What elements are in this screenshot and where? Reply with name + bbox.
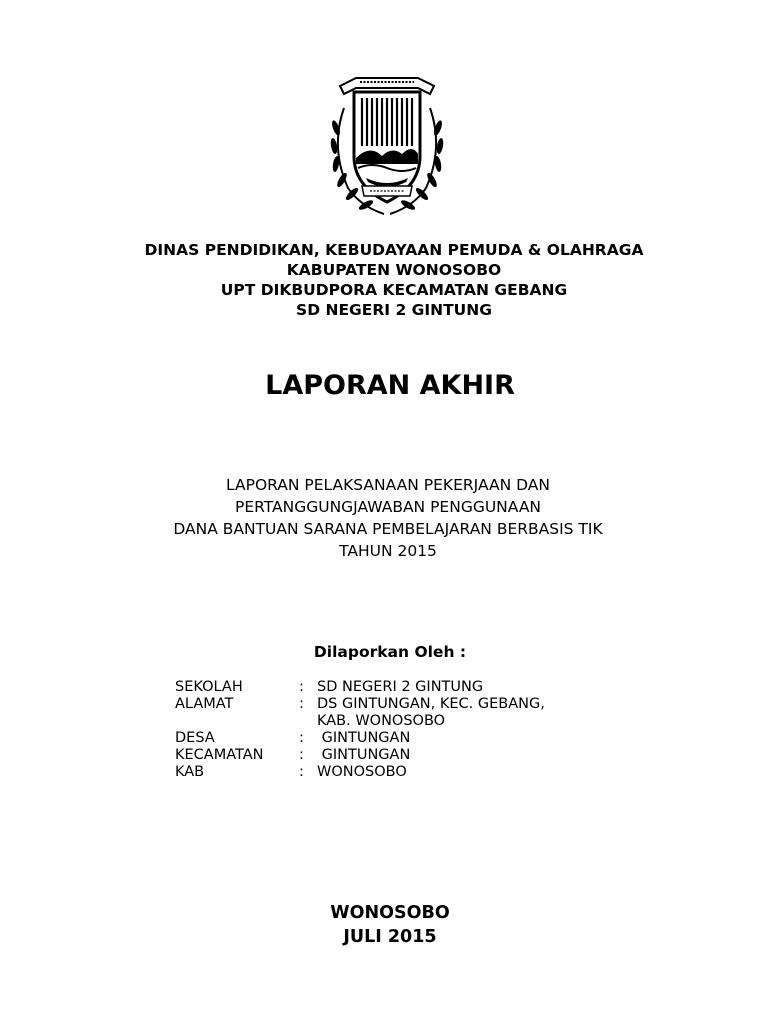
institution-header	[0, 240, 768, 320]
subtitle-line: LAPORAN PELAKSANAAN PEKERJAAN DAN	[226, 476, 550, 494]
info-separator: :	[299, 730, 304, 746]
header-line: DINAS PENDIDIKAN, KEBUDAYAAN PEMUDA & OLAHRAGA	[144, 241, 644, 259]
info-label: KAB	[175, 764, 205, 780]
info-value: SD NEGERI 2 GINTUNG	[317, 679, 484, 695]
info-separator: :	[299, 764, 304, 780]
info-value: KAB. WONOSOBO	[317, 713, 446, 729]
info-separator: :	[299, 679, 304, 695]
info-value: WONOSOBO	[317, 764, 407, 780]
document-title: LAPORAN AKHIR	[265, 370, 515, 401]
footer-date: JULI 2015	[343, 927, 437, 947]
subtitle-line: PERTANGGUNGJAWABAN PENGGUNAAN	[234, 498, 542, 516]
info-label: ALAMAT	[175, 696, 234, 712]
info-label: KECAMATAN	[175, 747, 264, 763]
info-value: GINTUNGAN	[317, 730, 411, 746]
info-separator: :	[299, 696, 304, 712]
info-label: SEKOLAH	[175, 679, 243, 695]
subtitle-line: DANA BANTUAN SARANA PEMBELAJARAN BERBASIS TIK	[173, 520, 603, 538]
header-line: KABUPATEN WONOSOBO	[286, 261, 502, 279]
info-value: GINTUNGAN	[317, 747, 411, 763]
info-row-kab	[175, 764, 545, 781]
footer-city: WONOSOBO	[330, 903, 450, 923]
info-row-sekolah	[175, 679, 545, 696]
document-footer	[0, 901, 768, 949]
info-row-kecamatan	[175, 747, 545, 764]
subtitle-line: TAHUN 2015	[339, 542, 437, 560]
header-line: SD NEGERI 2 GINTUNG	[296, 301, 492, 319]
document-subtitle	[0, 474, 768, 562]
reported-by-heading: Dilaporkan Oleh :	[313, 643, 467, 661]
wonosobo-regency-seal-icon	[326, 68, 448, 218]
info-row-alamat-continuation	[175, 713, 545, 730]
header-line: UPT DIKBUDPORA KECAMATAN GEBANG	[220, 281, 568, 299]
info-row-desa	[175, 730, 545, 747]
info-value: DS GINTUNGAN, KEC. GEBANG,	[317, 696, 545, 712]
reporter-info-table	[175, 679, 545, 781]
info-separator: :	[299, 747, 304, 763]
info-label: DESA	[175, 730, 215, 746]
info-row-alamat	[175, 696, 545, 713]
